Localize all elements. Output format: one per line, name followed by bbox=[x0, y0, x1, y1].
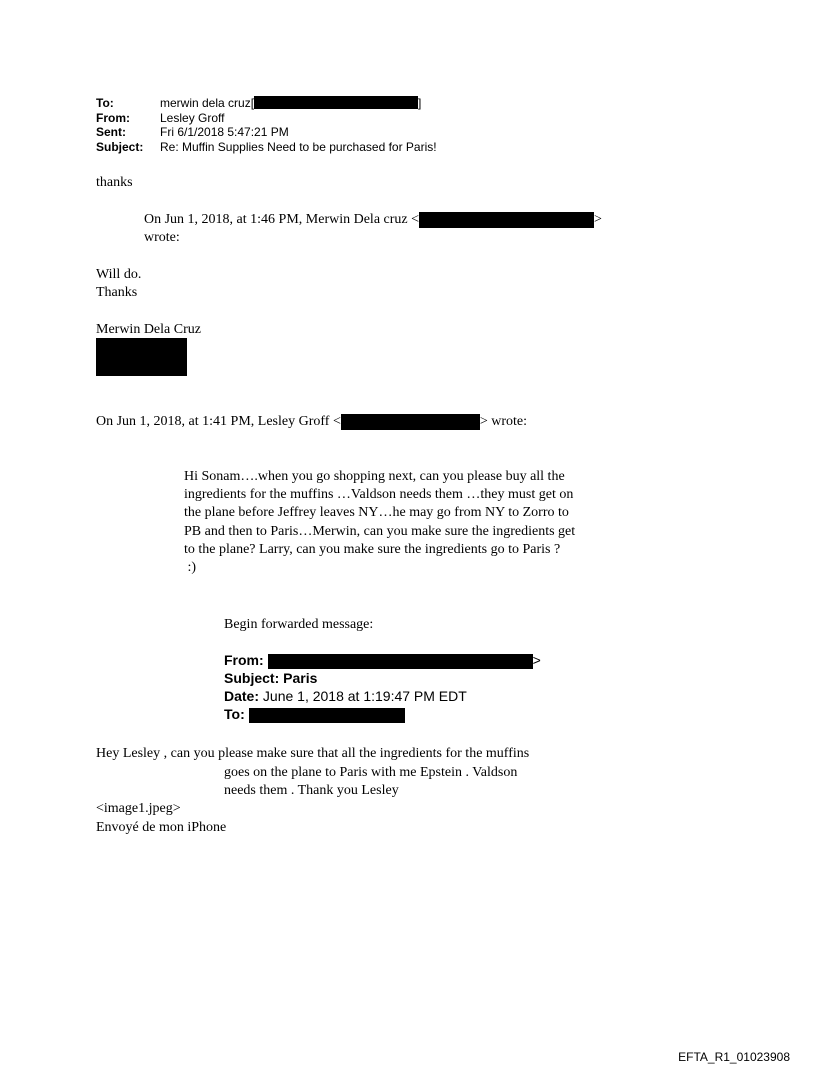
message-line: Hi Sonam….when you go shopping next, can you please buy all the bbox=[184, 469, 565, 484]
redaction-block bbox=[254, 96, 418, 109]
message-line: to the plane? Larry, can you make sure the ingredients go to Paris ? bbox=[184, 541, 561, 557]
forwarded-from-label: From: bbox=[224, 652, 264, 668]
forwarded-from-row bbox=[224, 653, 541, 669]
forwarded-to-label: To: bbox=[224, 706, 245, 722]
forwarded-subject-value: Paris bbox=[283, 670, 318, 686]
quote1-line1 bbox=[144, 211, 602, 229]
forwarded-subject-label: Subject: bbox=[224, 670, 280, 686]
quote2-prefix: On Jun 1, 2018, at 1:41 PM, Lesley Groff < bbox=[96, 414, 341, 429]
redaction-block bbox=[96, 338, 187, 376]
from-row bbox=[96, 111, 437, 126]
final-line2: goes on the plane to Paris with me Epstein . Valdson bbox=[224, 765, 518, 780]
redaction-block bbox=[419, 212, 594, 228]
message-line: ingredients for the muffins …Valdson needs them …they must get on bbox=[184, 487, 574, 503]
message-body bbox=[184, 468, 575, 577]
forwarded-date-value: June 1, 2018 at 1:19:47 PM EDT bbox=[262, 688, 467, 704]
from-label: From: bbox=[96, 110, 130, 125]
message-line: PB and then to Paris…Merwin, can you make sure the ingredients get bbox=[184, 523, 576, 539]
reply-thanks: thanks bbox=[96, 175, 133, 190]
forwarded-to-row bbox=[224, 707, 405, 723]
subject-row bbox=[96, 140, 437, 155]
signature-name: Merwin Dela Cruz bbox=[96, 322, 201, 337]
sent-label: Sent: bbox=[96, 125, 126, 139]
quote1-line2: wrote: bbox=[144, 230, 180, 245]
forwarded-intro: Begin forwarded message: bbox=[224, 617, 374, 632]
redaction-block bbox=[249, 708, 405, 723]
quote1-suffix: > bbox=[594, 212, 602, 227]
message-line: :) bbox=[184, 560, 197, 576]
document-id: EFTA_R1_01023908 bbox=[678, 1050, 790, 1064]
to-label: To: bbox=[96, 96, 114, 110]
final-line1: Hey Lesley , can you please make sure that all the ingredients for the muffins bbox=[96, 746, 530, 761]
quote2-line bbox=[96, 413, 527, 431]
forwarded-date-label: Date: bbox=[224, 688, 260, 704]
sent-value: Fri 6/1/2018 5:47:21 PM bbox=[160, 125, 289, 139]
final-line3: needs them . Thank you Lesley bbox=[224, 783, 399, 798]
sent-row bbox=[96, 125, 437, 140]
redaction-block bbox=[268, 654, 533, 669]
message-line: the plane before Jeffrey leaves NY…he may go from NY to Zorro to bbox=[184, 505, 569, 521]
reply2-line2: Thanks bbox=[96, 285, 138, 300]
from-value: Lesley Groff bbox=[160, 110, 225, 125]
subject-value: Re: Muffin Supplies Need to be purchased for Paris! bbox=[160, 139, 437, 154]
to-close: ] bbox=[418, 96, 422, 110]
subject-label: Subject: bbox=[96, 139, 144, 154]
forwarded-subject-row bbox=[224, 671, 317, 687]
to-row bbox=[96, 96, 437, 111]
signoff: Envoyé de mon iPhone bbox=[96, 820, 227, 835]
redaction-block bbox=[341, 414, 480, 430]
reply2-line1: Will do. bbox=[96, 267, 142, 282]
quote1-prefix: On Jun 1, 2018, at 1:46 PM, Merwin Dela cruz < bbox=[144, 212, 420, 227]
quote2-suffix: > wrote: bbox=[479, 414, 528, 429]
forwarded-date-row bbox=[224, 689, 467, 705]
to-value: merwin dela cruz[ bbox=[160, 96, 255, 110]
forwarded-from-suffix: > bbox=[532, 652, 541, 668]
attachment-name: <image1.jpeg> bbox=[96, 801, 181, 816]
email-header bbox=[96, 96, 437, 154]
